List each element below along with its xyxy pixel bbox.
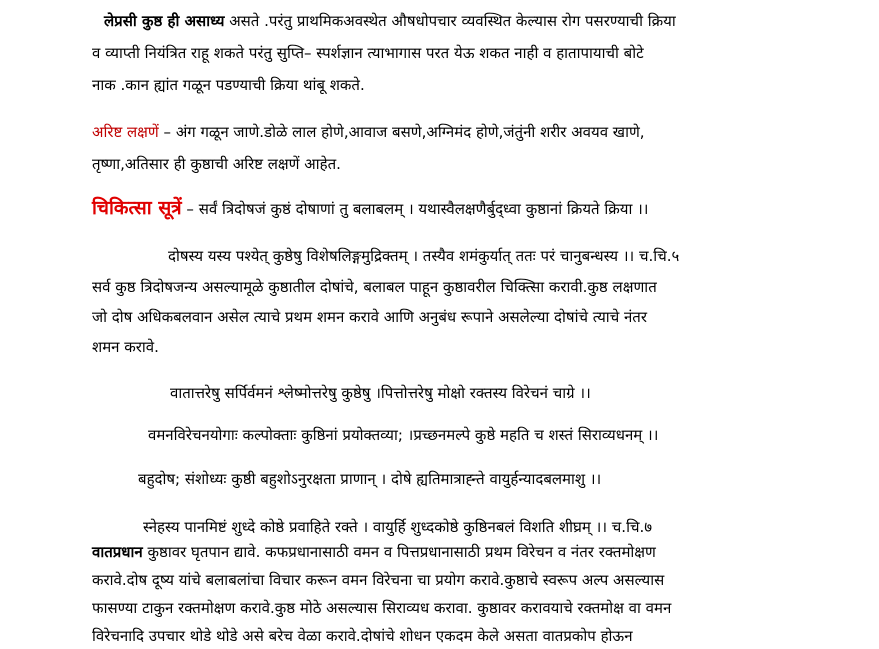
para1-line3: नाक .कान ह्यांत गळून पडण्याची क्रिया थांबू शकते. <box>92 76 365 94</box>
shloka-vamana-virechana: वमनविरेचनयोगाः कल्पोक्ताः कुष्ठिनां प्रयोक्तव्या; ।प्रच्छनमल्पे कुष्ठे महति च शस्तं सिराव्यधनम् ।। <box>148 426 659 444</box>
shloka-vatottara: वातात्तरेषु सर्पिर्वमनं श्लेष्मोत्तरेषु कुष्ठेषु ।पित्तोत्तरेषु मोक्षो रक्तस्य विरेचनं चाग्रे ।। <box>170 384 591 402</box>
para4-line4: शमन करावे. <box>92 338 159 356</box>
vata-pradhan-lead: वातप्रधान <box>92 543 143 561</box>
chikitsa-heading: चिकित्सा सूत्रें <box>92 197 182 219</box>
para1-line2: व व्याप्ती नियंत्रित राहू शकते परंतु सुप्ति– स्पर्शज्ञान त्याभागास परत येऊ शकत नाही व हातापायाची बोटे <box>92 44 644 62</box>
para1-line1 <box>104 11 676 31</box>
shloka-sneha: स्नेहस्य पानमिष्टं शुध्दे कोष्ठे प्रवाहिते रक्ते । वायुर्हि शुध्दकोष्ठे कुष्ठिनबलं विशति शीघ्रम् ।। च.चि.७ <box>143 518 653 536</box>
para4-line2: सर्व कुष्ठ त्रिदोषजन्य असल्यामूळे कुष्ठातील दोषांचे, बलाबल पाहून कुष्ठावरील चिक्त्सिा करावी.कुष्ठ लक्षणात <box>92 278 657 296</box>
para6-line2-text: कुष्ठावर घृतपान द्यावे. कफप्रधानासाठी वमन व पित्तप्रधानासाठी प्रथम विरेचन व नंतर रक्तमोक्षण <box>142 543 656 561</box>
para3-line1-text: – सर्वं त्रिदोषजं कुष्ठं दोषाणां तु बलाबलम् । यथास्वैलक्षणैर्बुद्ध्वा कुष्ठानां क्रियते क्रिया ।। <box>181 200 649 218</box>
para4-shloka: दोषस्य यस्य पश्येत् कुष्ठेषु विशेषलिङ्गमुद्रिक्तम् । तस्यैव शमंकुर्यात् ततः परं चानुबन्धस्य ।। च.चि.५ <box>168 247 680 265</box>
shloka-bahudosha: बहुदोष; संशोध्यः कुष्ठी बहुशोऽनुरक्षता प्राणान् । दोषे ह्यतिमात्राह्न्ते वायुर्हन्यादबलमाशु ।। <box>138 470 602 488</box>
para4-line3: जो दोष अधिकबलवान असेल त्याचे प्रथम शमन करावे आणि अनुबंध रूपाने असलेल्या दोषांचे त्याचे नंतर <box>92 308 647 326</box>
para6-line4: फासण्या टाकुन रक्तमोक्षण करावे.कुष्ठ मोठे असल्यास सिराव्यध करावा. कुष्ठावर करावयाचे रक्तमोक्ष वा वमन <box>92 599 672 617</box>
para2-line1 <box>92 122 645 142</box>
para1-line1-text: असते .परंतु प्राथमिकअवस्थेत औषधोपचार व्यवस्थित केल्यास रोग पसरण्याची क्रिया <box>224 12 676 30</box>
para6-line3: करावे.दोष दूष्य यांचे बलाबलांचा विचार करून वमन विरेचना चा प्रयोग करावे.कुष्ठाचे स्वरूप अल्प असल्यास <box>92 571 665 589</box>
para6-line5: विरेचनादि उपचार थोडे थोडे असे बरेच वेळा करावे.दोषांचे शोधन एकदम केले असता वातप्रकोप होऊन <box>92 627 633 645</box>
para2-line1-text: – अंग गळून जाणे.डोळे लाल होणे,आवाज बसणे,अग्निमंद होणे,जंतुंनी शरीर अवयव खाणे, <box>158 123 645 141</box>
arishta-heading: अरिष्ट लक्षणें <box>92 123 159 141</box>
leprosy-lead: लेप्रसी कुष्ठ ही असाध्य <box>104 12 225 30</box>
para2-line2: तृष्णा,अतिसार ही कुष्ठाची अरिष्ट लक्षणें आहेत. <box>92 155 341 173</box>
para6-line2 <box>92 542 656 562</box>
para3-line1 <box>92 198 648 219</box>
